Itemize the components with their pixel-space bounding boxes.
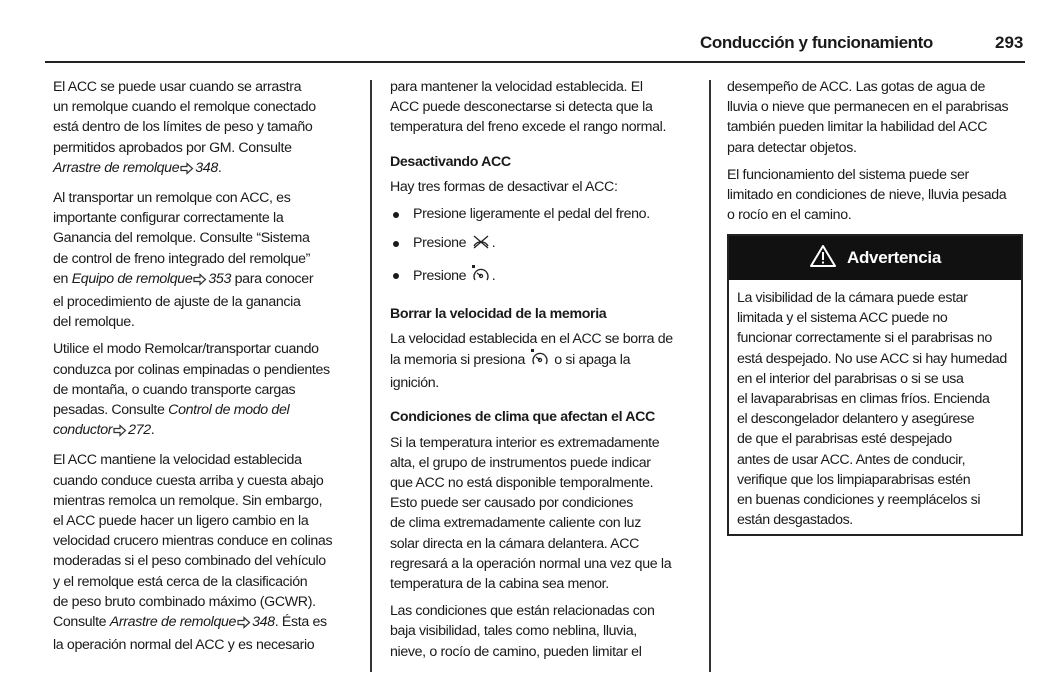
text-line [53, 117, 332, 137]
text-line [53, 592, 332, 612]
cross-reference-link[interactable]: conductor [53, 422, 113, 439]
text-run: pesadas. Consulte [53, 402, 169, 419]
text-run: Borrar la velocidad de la memoria [390, 305, 607, 322]
text-line [737, 510, 1013, 530]
text-line [727, 185, 1008, 205]
text-run: importante configurar correctamente la [53, 210, 284, 227]
paragraph [390, 601, 673, 662]
text-line [390, 574, 673, 594]
text-line [53, 471, 332, 491]
text-run: ignición. [390, 375, 439, 392]
text-run: Condiciones de clima que afectan el ACC [390, 409, 655, 426]
text-line [53, 188, 332, 208]
paragraph [727, 165, 1008, 226]
text-line [390, 329, 673, 349]
text-run: está dentro de los límites de peso y tamaño [53, 119, 313, 136]
bullet-icon [393, 212, 399, 218]
text-line [390, 117, 673, 137]
text-run: lluvia o nieve que permanecen en el parabrisas [727, 99, 1009, 116]
text-line [390, 373, 673, 393]
text-line [53, 97, 332, 117]
paragraph [390, 329, 673, 394]
cross-reference-link[interactable]: 348 [252, 614, 275, 631]
cross-reference-link[interactable]: Equipo de remolque [71, 270, 193, 287]
paragraph [390, 433, 673, 595]
text-run: está despejado. No use ACC si hay humedad [737, 350, 1007, 367]
text-line [53, 380, 332, 400]
bullet-item [390, 204, 673, 224]
text-run: de clima extremadamente caliente con luz [390, 515, 641, 532]
text-run: . [217, 159, 222, 176]
text-line [53, 450, 332, 470]
warning-header [729, 236, 1021, 280]
text-line [737, 450, 1013, 470]
text-run: Si la temperatura interior es extremadamente [390, 434, 660, 451]
warning-triangle-icon [809, 244, 837, 273]
text-line [53, 420, 332, 443]
section-heading [390, 407, 673, 427]
text-run: Presione ligeramente el pedal del freno. [413, 206, 650, 223]
cruise-on-off-icon [530, 349, 550, 373]
text-line [53, 312, 332, 332]
text-line [727, 117, 1008, 137]
text-run: del remolque. [53, 314, 135, 331]
column-3 [727, 77, 1008, 232]
text-line [737, 349, 1013, 369]
text-line [53, 208, 332, 228]
text-run: permitidos aprobados por GM. Consulte [53, 139, 292, 156]
text-line [390, 473, 673, 493]
text-line [53, 292, 332, 312]
text-run: limitada y el sistema ACC puede no [737, 310, 948, 327]
warning-title: Advertencia [846, 248, 942, 267]
text-line [390, 304, 673, 324]
paragraph [53, 77, 332, 181]
page-reference-arrow-icon [113, 423, 127, 443]
text-line [737, 389, 1013, 409]
text-run: el lavaparabrisas en climas fríos. Encienda [737, 391, 990, 408]
text-run: Hay tres formas de desactivar el ACC: [390, 178, 618, 195]
text-line [737, 409, 1013, 429]
text-line [737, 490, 1013, 510]
text-run: Presione [413, 268, 470, 285]
text-run: baja visibilidad, tales como neblina, lluvia, [390, 623, 637, 640]
cruise-on-off-icon [471, 265, 491, 289]
text-run: en buenas condiciones y reemplácelos si [737, 492, 981, 509]
page-number: 293 [995, 33, 1024, 52]
paragraph [390, 77, 673, 138]
column-1 [53, 77, 332, 662]
text-run: el ACC puede hacer un ligero cambio en la [53, 513, 309, 530]
text-run: La visibilidad de la cámara puede estar [737, 290, 968, 306]
text-run: para conocer [231, 270, 314, 287]
text-run: temperatura de la cabina sea menor. [390, 576, 609, 593]
text-line [390, 407, 673, 427]
text-line [727, 97, 1008, 117]
text-line [53, 138, 332, 158]
text-run: Consulte [53, 614, 110, 631]
text-line [413, 233, 673, 256]
text-line [390, 97, 673, 117]
section-heading [390, 304, 673, 324]
text-run: Las condiciones que están relacionadas con [390, 603, 655, 620]
text-line [53, 77, 332, 97]
text-line [390, 534, 673, 554]
text-line [53, 635, 332, 655]
text-line [53, 531, 332, 551]
text-run: regresará a la operación normal una vez que la [390, 555, 672, 572]
text-run: . [491, 235, 496, 252]
text-line [737, 470, 1013, 490]
section-heading [390, 152, 673, 172]
cross-reference-link[interactable]: Arrastre de remolque [53, 159, 180, 176]
column-2 [390, 77, 673, 669]
text-run: alta, el grupo de instrumentos puede indicar [390, 454, 651, 471]
paragraph [53, 450, 332, 655]
paragraph [53, 188, 332, 332]
text-run: conduzca por colinas empinadas o pendientes [53, 361, 330, 378]
text-run: en [53, 270, 72, 287]
text-run: están desgastados. [737, 512, 853, 529]
text-line [53, 158, 332, 181]
text-line [390, 621, 673, 641]
cross-reference-link[interactable]: Control de modo del [168, 402, 290, 419]
page-reference-arrow-icon [193, 272, 207, 292]
text-line [53, 572, 332, 592]
paragraph [53, 339, 332, 443]
text-line [390, 513, 673, 533]
text-line [727, 165, 1008, 185]
text-line [53, 612, 332, 635]
text-line [53, 511, 332, 531]
text-run: en el interior del parabrisas o si se usa [737, 370, 964, 387]
text-line [737, 429, 1013, 449]
text-run: temperatura del freno excede el rango normal. [390, 119, 667, 136]
text-run: nieve, o rocío de camino, pueden limitar el [390, 643, 642, 660]
cross-reference-link[interactable]: 348 [195, 159, 218, 176]
text-line [390, 433, 673, 453]
text-run: moderadas si el peso combinado del vehículo [53, 553, 326, 570]
text-line [737, 288, 1013, 308]
text-run: El funcionamiento del sistema puede ser [727, 166, 969, 183]
text-run: . Ésta es [274, 614, 327, 631]
text-line [390, 493, 673, 513]
text-line [727, 77, 1008, 97]
text-line [53, 491, 332, 511]
text-run: limitado en condiciones de nieve, lluvia pesada [727, 187, 1007, 204]
text-run: Ganancia del remolque. Consulte “Sistema [53, 230, 310, 247]
text-run: para mantener la velocidad establecida. El [390, 79, 643, 95]
page-reference-arrow-icon [180, 161, 194, 181]
text-run: el descongelador delantero y asegúrese [737, 411, 975, 428]
text-line [413, 204, 673, 224]
column-divider [709, 80, 711, 672]
bullet-item [390, 265, 673, 289]
text-run: solar directa en la cámara delantera. ACC [390, 535, 640, 552]
text-run: El ACC se puede usar cuando se arrastra [53, 79, 302, 95]
bullet-item [390, 233, 673, 256]
warning-text [729, 280, 1021, 530]
text-run: desempeño de ACC. Las gotas de agua de [727, 79, 986, 95]
text-run: Desactivando ACC [390, 153, 511, 170]
text-line [413, 265, 673, 289]
text-line [53, 228, 332, 248]
text-line [53, 551, 332, 571]
text-line [727, 138, 1008, 158]
text-run: de que el parabrisas esté despejado [737, 431, 952, 448]
text-run: para detectar objetos. [727, 139, 857, 156]
cross-reference-link[interactable]: 353 [208, 270, 232, 287]
text-run: también pueden limitar la habilidad del ACC [727, 119, 988, 136]
text-line [390, 77, 673, 97]
text-run: un remolque cuando el remolque conectado [53, 99, 316, 116]
column-divider [370, 80, 372, 672]
header-rule [45, 61, 1025, 63]
text-line [737, 369, 1013, 389]
text-line [737, 308, 1013, 328]
page-reference-arrow-icon [237, 615, 251, 635]
running-header-title: Conducción y funcionamiento [700, 33, 933, 52]
text-run: . [491, 268, 496, 285]
text-run: Utilice el modo Remolcar/transportar cuando [53, 341, 319, 358]
text-line [727, 205, 1008, 225]
text-line [390, 453, 673, 473]
text-line [390, 642, 673, 662]
cross-reference-link[interactable]: 272 [128, 422, 151, 439]
text-run: de montaña, o cuando transporte cargas [53, 381, 296, 398]
cross-reference-link[interactable]: Arrastre de remolque [109, 614, 237, 631]
bullet-icon [393, 273, 399, 279]
text-run: o rocío en el camino. [727, 207, 852, 224]
text-line [390, 554, 673, 574]
text-run: la memoria si presiona [390, 352, 529, 369]
text-run: La velocidad establecida en el ACC se borra de [390, 330, 673, 347]
cancel-cruise-icon [471, 233, 491, 256]
text-run: velocidad crucero mientras conduce en colinas [53, 533, 333, 550]
text-run: ACC puede desconectarse si detecta que la [390, 99, 653, 116]
text-run: verifique que los limpiaparabrisas estén [737, 471, 971, 488]
text-line [390, 601, 673, 621]
text-run: y el remolque está cerca de la clasificación [53, 573, 308, 590]
text-run: la operación normal del ACC y es necesario [53, 637, 315, 654]
text-run: funcionar correctamente si el parabrisas no [737, 330, 992, 347]
text-line [53, 249, 332, 269]
text-run: de peso bruto combinado máximo (GCWR). [53, 593, 316, 610]
text-line [53, 360, 332, 380]
warning-box [727, 234, 1023, 536]
text-run: Esto puede ser causado por condiciones [390, 495, 634, 512]
text-run: El ACC mantiene la velocidad establecida [53, 452, 302, 469]
text-line [737, 328, 1013, 348]
bullet-icon [393, 241, 399, 247]
text-line [390, 349, 673, 373]
text-line [53, 269, 332, 292]
text-run: de control de freno integrado del remolque” [53, 250, 311, 267]
text-run: Presione [413, 235, 470, 252]
text-line [390, 177, 673, 197]
text-run: cuando conduce cuesta arriba y cuesta abajo [53, 472, 324, 489]
text-line [53, 339, 332, 359]
text-line [53, 400, 332, 420]
text-run: que ACC no está disponible temporalmente. [390, 475, 654, 492]
text-run: antes de usar ACC. Antes de conducir, [737, 451, 966, 468]
paragraph [727, 77, 1008, 158]
text-line [390, 152, 673, 172]
text-run: el procedimiento de ajuste de la ganancia [53, 294, 301, 311]
text-run: . [150, 422, 155, 439]
text-run: Al transportar un remolque con ACC, es [53, 190, 291, 207]
text-run: mientras remolca un remolque. Sin embargo, [53, 492, 323, 509]
text-run: o si apaga la [550, 352, 631, 369]
paragraph [390, 177, 673, 197]
